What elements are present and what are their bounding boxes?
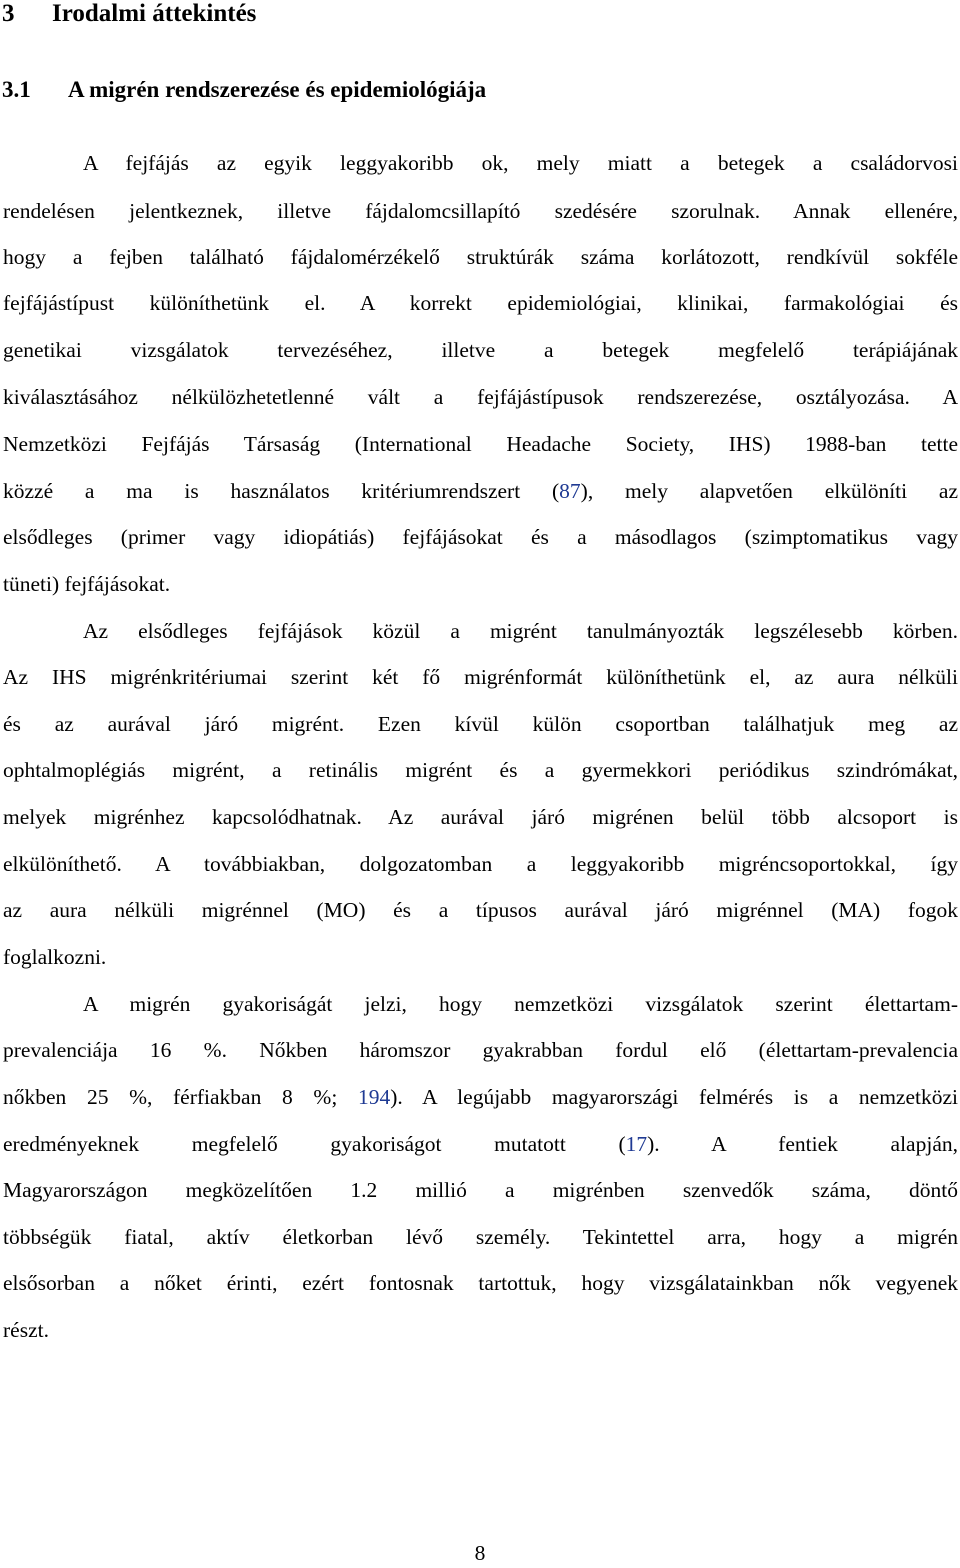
text-segment: ), mely alapvetően elkülöníti az — [580, 479, 958, 503]
section-heading — [2, 68, 486, 112]
text-line: Magyarországon megközelítően 1.2 millió a migrénben szenvedők száma, döntő — [3, 1178, 958, 1202]
text-line: hogy a fejben található fájdalomérzékelő struktúrák száma korlátozott, rendkívül sokféle — [3, 245, 958, 269]
chapter-title: Irodalmi áttekintés — [52, 0, 257, 27]
chapter-number: 3 — [2, 0, 15, 27]
text-line: Az IHS migrénkritériumai szerint két fő migrénformát különíthetünk el, az aura nélküli — [3, 665, 958, 689]
text-line: foglalkozni. — [3, 945, 107, 969]
text-line: A migrén gyakoriságát jelzi, hogy nemzetközi vizsgálatok szerint élettartam- — [83, 992, 958, 1016]
text-line: többségük fiatal, aktív életkorban lévő személy. Tekintettel arra, hogy a migrén — [3, 1225, 958, 1249]
reference-link-87[interactable]: 87 — [559, 479, 581, 503]
text-line: Az elsődleges fejfájások közül a migrént tanulmányozták legszélesebb körben. — [83, 619, 958, 643]
text-line: elsődleges (primer vagy idiopátiás) fejfájásokat és a másodlagos (szimptomatikus vagy — [3, 525, 958, 549]
text-line: melyek migrénhez kapcsolódhatnak. Az aurával járó migrénen belül több alcsoport is — [3, 805, 958, 829]
text-line: rendelésen jelentkeznek, illetve fájdalomcsillapító szedésére szorulnak. Annak ellenére, — [3, 199, 958, 223]
text-line: genetikai vizsgálatok tervezéséhez, illetve a betegek megfelelő terápiájának — [3, 338, 958, 362]
text-line: A fejfájás az egyik leggyakoribb ok, mely miatt a betegek a családorvosi — [83, 151, 958, 175]
text-line — [3, 1082, 958, 1112]
text-line: részt. — [3, 1318, 49, 1342]
text-segment: eredményeknek megfelelő gyakoriságot mutatott ( — [3, 1132, 626, 1156]
section-number: 3.1 — [2, 77, 31, 102]
text-line: prevalenciája 16 %. Nőkben háromszor gyakrabban fordul elő (élettartam-prevalencia — [3, 1038, 958, 1062]
chapter-heading — [2, 0, 256, 36]
text-line: az aura nélküli migrénnel (MO) és a típusos aurával járó migrénnel (MA) fogok — [3, 898, 958, 922]
text-segment: közzé a ma is használatos kritériumrendszert ( — [3, 479, 560, 503]
text-line: kiválasztásához nélkülözhetetlenné vált a fejfájástípusok rendszerezése, osztályozása. A — [3, 385, 958, 409]
text-line: elsősorban a nőket érinti, ezért fontosnak tartottuk, hogy vizsgálatainkban nők vegyenek — [3, 1271, 958, 1295]
text-line — [3, 1129, 958, 1159]
text-segment: nőkben 25 %, férfiakban 8 %; — [3, 1085, 358, 1109]
text-line: ophtalmoplégiás migrént, a retinális migrént és a gyermekkori periódikus szindrómákat, — [3, 758, 958, 782]
text-line: fejfájástípust különíthetünk el. A korrekt epidemiológiai, klinikai, farmakológiai és — [3, 291, 958, 315]
text-line: tüneti) fejfájásokat. — [3, 572, 171, 596]
text-line: Nemzetközi Fejfájás Társaság (International Headache Society, IHS) 1988-ban tette — [3, 432, 958, 456]
text-segment: ). A legújabb magyarországi felmérés is a nemzetközi — [390, 1085, 958, 1109]
reference-link-17[interactable]: 17 — [625, 1132, 648, 1156]
section-title: A migrén rendszerezése és epidemiológiája — [68, 77, 487, 102]
reference-link-194[interactable]: 194 — [357, 1085, 391, 1109]
text-line: elkülöníthető. A továbbiakban, dolgozatomban a leggyakoribb migréncsoportokkal, így — [3, 852, 958, 876]
page-number: 8 — [474, 1541, 486, 1565]
text-segment: ). A fentiek alapján, — [647, 1132, 958, 1156]
text-line: és az aurával járó migrént. Ezen kívül külön csoportban találhatjuk meg az — [3, 712, 958, 736]
text-line — [3, 476, 958, 506]
